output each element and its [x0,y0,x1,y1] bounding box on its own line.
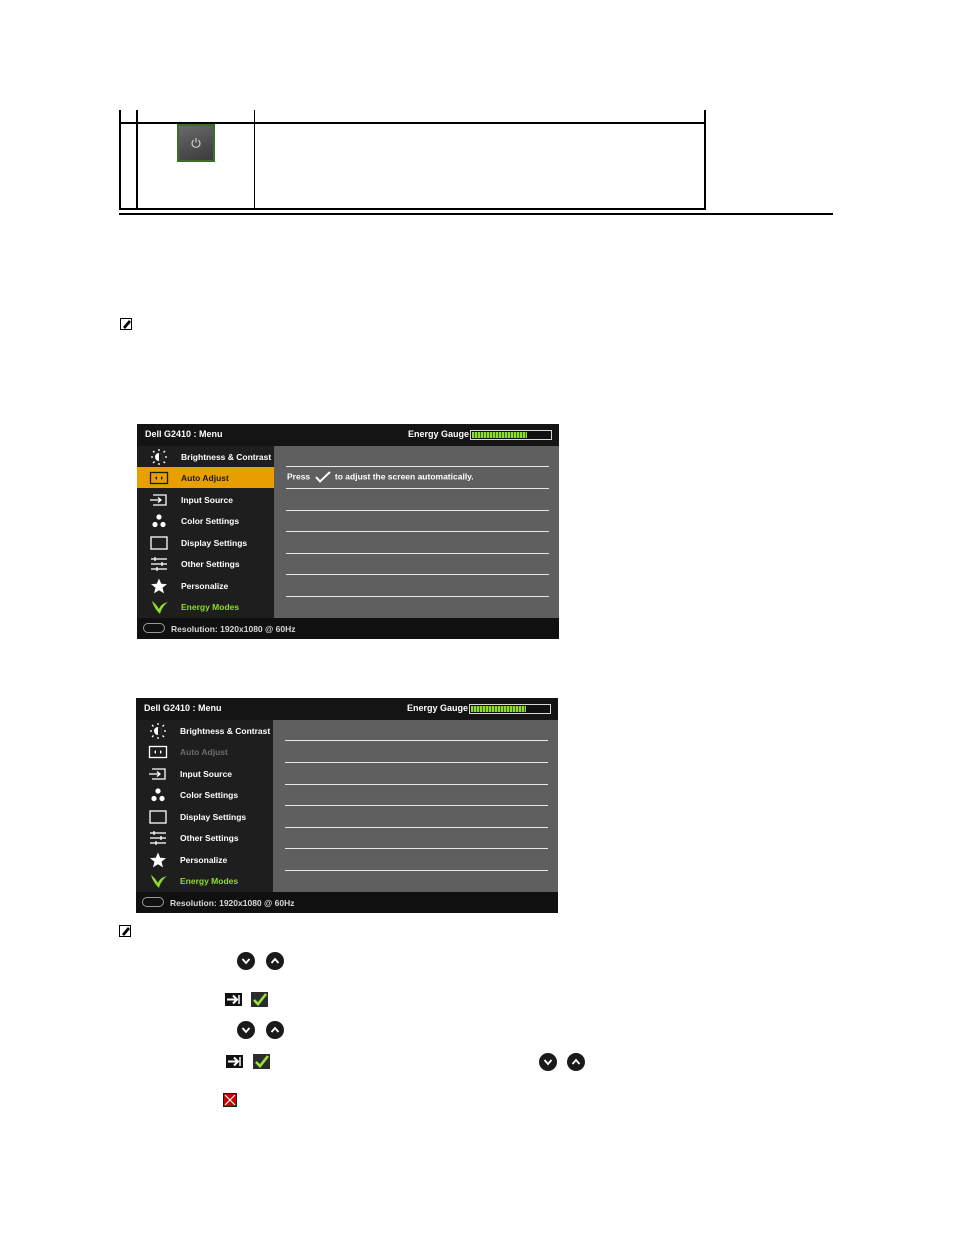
osd-header [137,424,559,446]
osd-item-label: Auto Adjust [181,473,229,483]
up-button-icon [567,1053,585,1071]
instruction-text-end: to adjust the screen automatically. [334,471,474,482]
instruction-text-start: Press [287,471,311,482]
osd-item-color-settings[interactable] [137,510,274,531]
osd-item-other-settings[interactable] [136,827,273,848]
osd-item-label: Input Source [181,495,233,505]
osd-menu-auto-adjust-disabled [136,698,558,913]
arrow-right-icon [225,993,242,1006]
osd-content-panel [273,720,558,892]
chevron-down-icon [543,1057,553,1067]
panel-line [285,784,548,785]
osd-item-label: Color Settings [180,790,239,800]
osd-sidebar [137,446,274,618]
energy-gauge-label: Energy Gauge [408,429,470,439]
energy-gauge-fill [472,432,527,438]
down-button-icon [237,1021,255,1039]
osd-item-label: Personalize [181,581,229,591]
osd-footer [136,892,558,913]
energy-gauge-label: Energy Gauge [407,703,469,713]
chevron-up-icon [270,956,280,966]
up-button-icon [266,952,284,970]
auto-adjust-instruction [287,471,474,483]
osd-item-display-settings[interactable] [136,806,273,827]
table-border-col1 [136,110,138,210]
osd-header [136,698,558,720]
input-source-icon [149,492,169,508]
vga-icon [142,897,164,907]
color-settings-icon [148,787,168,803]
osd-title: Dell G2410 : Menu [144,703,222,713]
note-pencil-icon [120,318,134,330]
note-pencil-icon [119,925,133,937]
leaf-icon [148,873,168,889]
arrow-right-icon [226,1055,243,1068]
osd-footer [137,618,559,639]
check-icon [315,471,331,483]
energy-gauge-fill [471,706,526,712]
osd-item-label: Brightness & Contrast [180,726,271,736]
panel-line [285,805,548,806]
panel-line [285,848,548,849]
osd-item-input-source[interactable] [137,489,274,510]
osd-item-label: Energy Modes [181,602,240,612]
panel-line [285,827,548,828]
panel-line [286,531,549,532]
energy-gauge [470,430,552,440]
osd-content-panel [274,446,559,618]
chevron-down-icon [241,956,251,966]
osd-item-label: Color Settings [181,516,240,526]
display-settings-icon [148,809,168,825]
panel-line [285,762,548,763]
osd-item-label: Display Settings [181,538,248,548]
brightness-icon [148,723,168,739]
panel-line [286,574,549,575]
osd-item-label: Personalize [180,855,228,865]
auto-adjust-icon [149,470,169,486]
resolution-text: Resolution: 1920x1080 @ 60Hz [171,624,296,634]
osd-sidebar [136,720,273,892]
osd-item-personalize[interactable] [136,849,273,870]
osd-item-auto-adjust [136,741,273,762]
osd-item-display-settings[interactable] [137,532,274,553]
table-border-right [704,110,706,210]
panel-line [286,510,549,511]
table-border-col2 [254,110,255,210]
osd-item-label: Other Settings [180,833,239,843]
osd-item-label: Auto Adjust [180,747,228,757]
osd-item-brightness-contrast[interactable] [136,720,273,741]
panel-line [285,740,548,741]
power-icon [190,137,202,149]
panel-line [286,553,549,554]
osd-item-label: Energy Modes [180,876,239,886]
table-border-bottom [119,208,706,210]
panel-line [286,596,549,597]
down-button-icon [539,1053,557,1071]
osd-menu-auto-adjust [137,424,559,639]
chevron-up-icon [571,1057,581,1067]
other-settings-icon [148,830,168,846]
osd-item-energy-modes[interactable] [136,870,273,891]
chevron-up-icon [270,1025,280,1035]
osd-item-other-settings[interactable] [137,553,274,574]
check-icon [253,1054,270,1069]
osd-item-color-settings[interactable] [136,784,273,805]
input-source-icon [148,766,168,782]
table-border-left [119,110,121,210]
osd-item-energy-modes[interactable] [137,596,274,617]
auto-adjust-icon [148,744,168,760]
osd-item-label: Other Settings [181,559,240,569]
star-icon [148,852,168,868]
exit-x-icon [223,1093,237,1107]
osd-item-label: Brightness & Contrast [181,452,272,462]
panel-line [285,870,548,871]
osd-item-auto-adjust[interactable] [137,467,274,488]
section-rule [119,213,833,215]
star-icon [149,578,169,594]
osd-item-input-source[interactable] [136,763,273,784]
chevron-down-icon [241,1025,251,1035]
osd-item-label: Input Source [180,769,232,779]
power-button [177,124,215,162]
osd-item-label: Display Settings [180,812,247,822]
display-settings-icon [149,535,169,551]
color-settings-icon [149,513,169,529]
osd-title: Dell G2410 : Menu [145,429,223,439]
panel-line [286,466,549,467]
other-settings-icon [149,556,169,572]
check-icon [251,992,268,1007]
leaf-icon [149,599,169,615]
energy-gauge [469,704,551,714]
resolution-text: Resolution: 1920x1080 @ 60Hz [170,898,295,908]
vga-icon [143,623,165,633]
osd-item-personalize[interactable] [137,575,274,596]
down-button-icon [237,952,255,970]
up-button-icon [266,1021,284,1039]
panel-line [286,488,549,489]
brightness-icon [149,449,169,465]
osd-item-brightness-contrast[interactable] [137,446,274,467]
